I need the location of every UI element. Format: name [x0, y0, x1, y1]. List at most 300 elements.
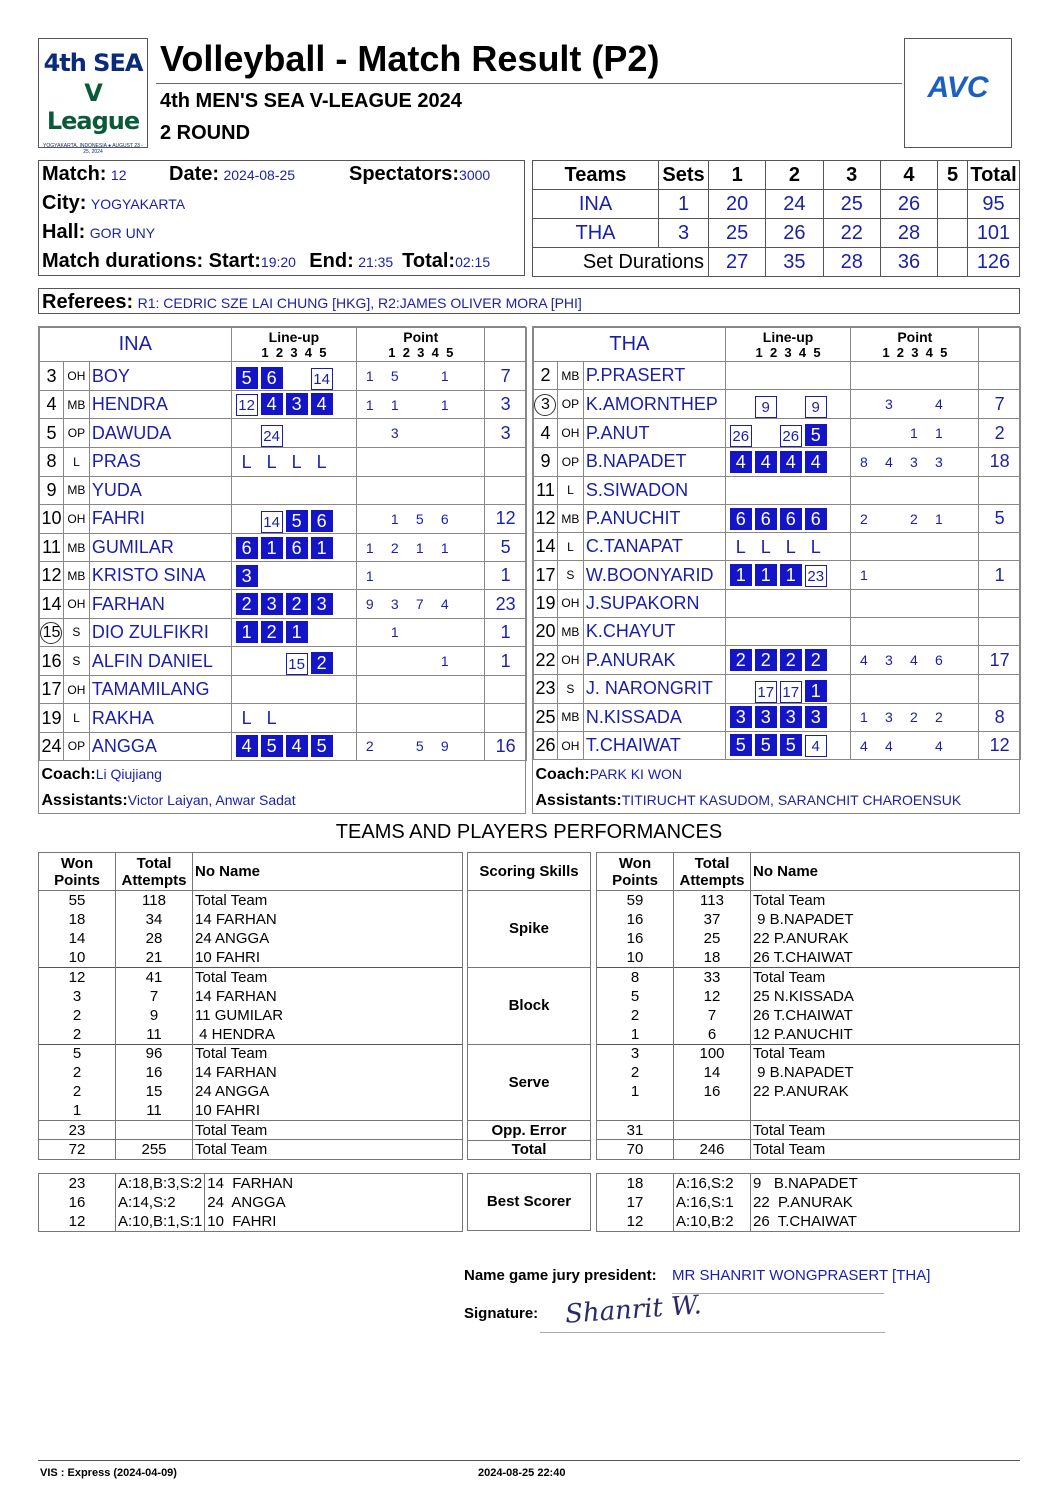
number-cell [40, 676, 64, 704]
player-row [534, 362, 1021, 390]
number-cell [40, 362, 64, 391]
player-total: 1 [485, 562, 527, 590]
won-points: 5 [39, 1044, 116, 1063]
set-points: 2 [909, 510, 918, 527]
score-s2: 24 [766, 190, 823, 219]
match-label: Match: [42, 163, 107, 185]
footer-divider [38, 1460, 1020, 1461]
perf-row [597, 891, 1020, 910]
player-row [40, 476, 527, 504]
lineup-mark: 24 [261, 425, 283, 447]
lineup-mark: 4 [286, 735, 308, 757]
points-cell [851, 362, 979, 390]
spectators-value: 3000 [459, 167, 491, 183]
number-cell [534, 674, 558, 703]
signature: Shanrit W. [564, 1290, 703, 1330]
won-points-header: Won Points [39, 853, 116, 891]
points-cell [357, 362, 485, 391]
player-row [40, 590, 527, 618]
perf-row [39, 1082, 463, 1101]
set-points: 4 [859, 737, 868, 754]
set-points: 4 [440, 596, 449, 613]
assistants-label: Assistants: [41, 792, 128, 810]
match-info-box [38, 160, 525, 276]
lineup-cell [231, 704, 357, 732]
perf-row [597, 967, 1020, 986]
player-position: S [557, 561, 583, 589]
end-label: End: [309, 250, 354, 272]
lineup-mark: 1 [261, 537, 283, 559]
lineup-mark: L [266, 708, 277, 729]
perf-row [597, 910, 1020, 929]
lineup-mark: 4 [805, 735, 827, 757]
lineup-mark [755, 419, 777, 441]
player-name: K.CHAYUT [583, 618, 725, 646]
best-points: 12 [597, 1212, 674, 1231]
lineup-mark: 14 [311, 368, 333, 390]
lineup-mark: 23 [805, 565, 827, 587]
lineup-cell [231, 618, 357, 646]
player-or-team: 14 FARHAN [193, 910, 463, 929]
set-points: 1 [390, 510, 399, 527]
points-cell [851, 419, 979, 448]
dur-s4: 36 [880, 248, 937, 277]
attempts: 7 [674, 1006, 751, 1025]
points-cell [357, 419, 485, 448]
points-cell [851, 731, 979, 759]
set-points: 1 [390, 624, 399, 641]
lineup-cell [725, 618, 851, 646]
score-s4: 26 [880, 190, 937, 219]
total-header [485, 328, 527, 362]
player-number: 9 [46, 479, 57, 500]
player-position: OH [63, 504, 89, 533]
dur-s5 [938, 248, 968, 277]
player-total: 2 [979, 419, 1021, 448]
lineup-cell [231, 362, 357, 391]
number-cell [534, 646, 558, 674]
points-cell [851, 476, 979, 504]
referees-label: Referees: [42, 291, 134, 313]
th-set5: 5 [938, 161, 968, 190]
lineup-mark: 17 [780, 681, 802, 703]
set-points: 1 [859, 709, 868, 726]
set-score-table [532, 160, 1020, 277]
points-cell [851, 504, 979, 532]
player-name: BOY [89, 362, 231, 391]
assistants-row [40, 786, 527, 813]
end-time: 21:35 [358, 254, 394, 270]
player-name: PRAS [89, 448, 231, 476]
attempts: 11 [116, 1102, 193, 1121]
points-cell [357, 590, 485, 618]
lineup-mark: 4 [730, 451, 752, 473]
player-row [534, 504, 1021, 532]
lineup-cell [231, 391, 357, 419]
set-durations-row [533, 248, 1020, 277]
set-points: 1 [440, 396, 449, 413]
player-total: 1 [485, 647, 527, 676]
set-points: 4 [884, 453, 893, 470]
referees-box [38, 288, 1020, 314]
best-player: 9 B.NAPADET [753, 1174, 858, 1192]
player-name: DIO ZULFIKRI [89, 618, 231, 646]
lineup-cell [725, 703, 851, 731]
coach-name: PARK KI WON [589, 765, 683, 782]
perf-row [597, 1102, 1020, 1121]
player-or-team: 4 HENDRA [193, 1025, 463, 1044]
number-cell [534, 618, 558, 646]
perf-row [597, 1006, 1020, 1025]
player-position: S [63, 647, 89, 676]
player-number: 19 [535, 592, 556, 613]
lineup-mark: 26 [780, 425, 802, 447]
best-breakdown: A:16,S:1 [674, 1193, 751, 1212]
won-points: 16 [597, 929, 674, 948]
player-name: ANGGA [89, 732, 231, 760]
attempts: 16 [674, 1082, 751, 1101]
lineup-mark: 3 [730, 706, 752, 728]
player-name: P.ANURAK [583, 646, 725, 674]
won-points: 59 [597, 891, 674, 910]
lineup-mark: L [316, 451, 327, 472]
player-total [979, 618, 1021, 646]
lineup-header [231, 328, 357, 362]
lineup-mark: L [810, 536, 821, 557]
set-points: 5 [415, 510, 424, 527]
perf-table [38, 852, 463, 1160]
lineup-mark: 5 [730, 734, 752, 756]
set-points: 1 [365, 539, 374, 556]
logo-line1: 4th SEA [43, 49, 143, 77]
player-or-team: Total Team [751, 1121, 1020, 1140]
best-player: 24 ANGGA [207, 1193, 286, 1211]
best-scorer-ina [38, 1173, 463, 1232]
perf-row [39, 910, 463, 929]
player-total [979, 589, 1021, 617]
perf-header [597, 853, 1020, 891]
lineup-mark: 2 [261, 621, 283, 643]
player-total: 18 [979, 448, 1021, 476]
player-row [40, 533, 527, 561]
number-cell [40, 618, 64, 646]
player-row [40, 618, 527, 646]
player-row [40, 704, 527, 732]
won-points: 2 [597, 1063, 674, 1082]
assistants-names: Victor Laiyan, Anwar Sadat [127, 792, 296, 809]
set-points: 3 [934, 453, 943, 470]
th-sets: Sets [659, 161, 709, 190]
th-teams: Teams [533, 161, 659, 190]
player-row [534, 731, 1021, 759]
player-name: HENDRA [89, 391, 231, 419]
set-points: 2 [934, 709, 943, 726]
attempts [674, 1121, 751, 1140]
number-cell [40, 590, 64, 618]
won-points: 14 [39, 929, 116, 948]
attempts: 12 [674, 986, 751, 1005]
lineup-cell [725, 476, 851, 504]
lineup-mark: 17 [755, 681, 777, 703]
captain-number: 3 [534, 394, 556, 416]
lineup-mark: 26 [730, 425, 752, 447]
points-cell [851, 618, 979, 646]
roster-table [39, 327, 527, 813]
roster-header [40, 328, 527, 362]
lineup-mark: 2 [805, 649, 827, 671]
player-number: 9 [540, 451, 551, 472]
set-points: 6 [440, 510, 449, 527]
coach-row [40, 760, 527, 786]
lineup-cell [231, 647, 357, 676]
won-points: 18 [39, 910, 116, 929]
lineup-cell [725, 731, 851, 759]
player-position: S [63, 618, 89, 646]
perf-row [39, 1063, 463, 1082]
player-total: 5 [485, 533, 527, 561]
set-points: 2 [390, 539, 399, 556]
player-name: FARHAN [89, 590, 231, 618]
score-sets: 3 [659, 219, 709, 248]
total-header [979, 328, 1021, 362]
lineup-mark: 1 [755, 564, 777, 586]
set-points: 1 [390, 396, 399, 413]
perf-row [597, 948, 1020, 967]
th-set4: 4 [880, 161, 937, 190]
lineup-mark [286, 362, 308, 384]
player-position: L [63, 448, 89, 476]
player-or-team: 22 P.ANURAK [751, 1082, 1020, 1101]
attempts: 11 [116, 1025, 193, 1044]
perf-opp-row [597, 1121, 1020, 1140]
lineup-mark: 1 [805, 680, 827, 702]
points-cell [357, 562, 485, 590]
set-points: 1 [859, 567, 868, 584]
lineup-cell [725, 419, 851, 448]
player-row [40, 391, 527, 419]
points-cell [357, 676, 485, 704]
lineup-mark: 6 [730, 508, 752, 530]
set-points: 3 [909, 453, 918, 470]
point-cols: 1 2 3 4 5 [388, 344, 454, 360]
skill-label: Block [468, 967, 591, 1044]
date-label: Date: [169, 163, 220, 185]
player-total: 8 [979, 703, 1021, 731]
roster-header [534, 328, 1021, 362]
th-set3: 3 [823, 161, 880, 190]
lineup-mark [236, 647, 258, 669]
player-row [40, 676, 527, 704]
referees-value: R1: CEDRIC SZE LAI CHUNG [HKG], R2:JAMES OLIVER MORA [PHI] [137, 295, 582, 311]
lineup-cell [231, 504, 357, 533]
attempts [674, 1102, 751, 1121]
player-row [534, 419, 1021, 448]
player-name: YUDA [89, 476, 231, 504]
lineup-mark: 1 [311, 537, 333, 559]
lineup-mark [236, 505, 258, 527]
match-date: 2024-08-25 [223, 167, 296, 183]
points-cell [357, 448, 485, 476]
footer-version: VIS : Express (2024-04-09) [40, 1467, 177, 1479]
player-total [485, 704, 527, 732]
set-points: 1 [909, 425, 918, 442]
best-row [39, 1174, 463, 1193]
point-header [357, 328, 485, 362]
point-label: Point [403, 328, 439, 345]
player-position: OH [557, 731, 583, 759]
player-name: KRISTO SINA [89, 562, 231, 590]
number-cell [534, 448, 558, 476]
best-breakdown: A:16,S:2 [674, 1174, 751, 1193]
score-sets: 1 [659, 190, 709, 219]
start-time: 19:20 [260, 254, 296, 270]
lineup-mark: L [241, 451, 252, 472]
city-value: YOGYAKARTA [90, 196, 186, 212]
perf-row [597, 929, 1020, 948]
score-total: 95 [968, 190, 1020, 219]
player-or-team: 24 ANGGA [193, 929, 463, 948]
best-breakdown: A:14,S:2 [116, 1193, 205, 1212]
won-points: 1 [39, 1102, 116, 1121]
lineup-mark: 6 [236, 537, 258, 559]
player-name: FAHRI [89, 504, 231, 533]
score-s4: 28 [880, 219, 937, 248]
best-player: 10 FAHRI [207, 1212, 277, 1230]
player-number: 14 [41, 593, 62, 614]
attempts: 41 [116, 967, 193, 986]
best-scorer-tha [596, 1173, 1020, 1232]
won-points: 8 [597, 967, 674, 986]
player-total: 5 [979, 504, 1021, 532]
performance-skills [467, 852, 591, 1160]
player-row [534, 561, 1021, 589]
perf-row [597, 1025, 1020, 1044]
player-row [40, 647, 527, 676]
lineup-mark: 6 [755, 508, 777, 530]
lineup-cell [231, 476, 357, 504]
points-cell [851, 674, 979, 703]
number-cell [534, 731, 558, 759]
player-or-team: 9 B.NAPADET [751, 1063, 1020, 1082]
won-points: 12 [39, 967, 116, 986]
player-row [534, 703, 1021, 731]
best-breakdown: A:10,B:1,S:1 [116, 1212, 205, 1231]
lineup-mark: 9 [755, 396, 777, 418]
number-cell [534, 703, 558, 731]
lineup-label: Line-up [268, 328, 320, 345]
won-points: 1 [597, 1025, 674, 1044]
perf-row [39, 929, 463, 948]
score-team: THA [533, 219, 659, 248]
perf-row [597, 1082, 1020, 1101]
lineup-mark: L [241, 708, 252, 729]
performance-tha [596, 852, 1020, 1160]
score-total: 101 [968, 219, 1020, 248]
player-total [979, 533, 1021, 561]
player-position: OP [557, 390, 583, 419]
perf-row [597, 1044, 1020, 1063]
player-position: MB [63, 562, 89, 590]
player-or-team: 9 B.NAPADET [751, 910, 1020, 929]
player-or-team: 10 FAHRI [193, 1102, 463, 1121]
lineup-cell [725, 533, 851, 561]
logo-line2: V League [46, 79, 140, 135]
th-set1: 1 [709, 161, 766, 190]
set-points: 2 [859, 510, 868, 527]
lineup-cell [725, 589, 851, 617]
skill-label: Total [468, 1140, 591, 1159]
lineup-mark: 3 [780, 706, 802, 728]
lineup-mark: 5 [261, 735, 283, 757]
name-header: No Name [193, 853, 463, 891]
sea-vleague-logo [38, 38, 148, 155]
player-position: MB [557, 618, 583, 646]
player-number: 24 [41, 735, 62, 756]
score-s2: 26 [766, 219, 823, 248]
player-position: OH [557, 646, 583, 674]
avc-logo-text: AVC [927, 71, 989, 104]
attempts: 255 [116, 1140, 193, 1159]
won-points: 1 [597, 1082, 674, 1101]
player-total: 7 [979, 390, 1021, 419]
points-cell [357, 476, 485, 504]
lineup-mark: 5 [780, 734, 802, 756]
lineup-cell [231, 562, 357, 590]
lineup-cell [725, 561, 851, 589]
best-row [39, 1212, 463, 1231]
lineup-mark: 3 [261, 593, 283, 615]
player-name: K.AMORNTHEP [583, 390, 725, 419]
best-breakdown: A:18,B:3,S:2 [116, 1174, 205, 1193]
number-cell [534, 476, 558, 504]
lineup-mark: 2 [311, 652, 333, 674]
lineup-mark: 12 [236, 394, 258, 416]
player-position: OH [63, 590, 89, 618]
player-number: 22 [535, 649, 556, 670]
player-or-team: Total Team [193, 967, 463, 986]
total-label: Total: [402, 250, 456, 272]
best-points: 12 [39, 1212, 116, 1231]
lineup-mark: 4 [261, 393, 283, 415]
header-divider [156, 83, 902, 84]
number-cell [40, 391, 64, 419]
player-number: 17 [535, 564, 556, 585]
lineup-cell [725, 504, 851, 532]
lineup-cell [231, 448, 357, 476]
captain-number: 15 [40, 622, 62, 644]
avc-logo [904, 38, 1012, 148]
best-points: 17 [597, 1193, 674, 1212]
number-cell [40, 647, 64, 676]
set-points: 5 [390, 368, 399, 384]
lineup-mark: 3 [236, 565, 258, 587]
player-name: P.PRASERT [583, 362, 725, 390]
player-number: 26 [535, 735, 556, 756]
player-row [40, 562, 527, 590]
signature-underline [540, 1332, 885, 1333]
dur-s1: 27 [709, 248, 766, 277]
player-or-team: 25 N.KISSADA [751, 986, 1020, 1005]
player-total: 1 [485, 618, 527, 646]
lineup-mark: 3 [755, 706, 777, 728]
set-points: 4 [884, 737, 893, 754]
player-name: GUMILAR [89, 533, 231, 561]
player-or-team: Total Team [193, 891, 463, 910]
number-cell [534, 362, 558, 390]
lineup-cell [725, 362, 851, 390]
player-number: 8 [46, 451, 57, 472]
best-row [597, 1174, 1020, 1193]
